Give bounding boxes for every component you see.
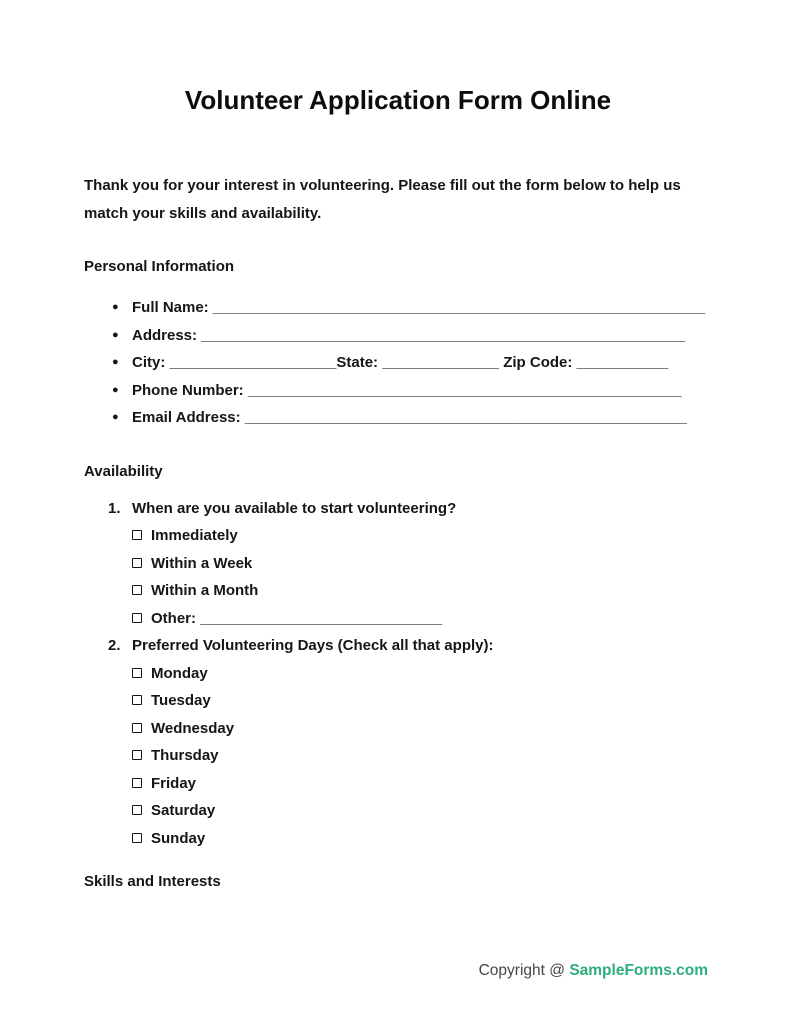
checkbox-icon[interactable]	[132, 750, 142, 760]
option-label: Monday	[151, 664, 208, 682]
checkbox-icon[interactable]	[132, 805, 142, 815]
checkbox-icon[interactable]	[132, 558, 142, 568]
full-name-label: Full Name:	[132, 299, 209, 316]
checkbox-icon[interactable]	[132, 778, 142, 788]
intro-text: Thank you for your interest in volunteering. Please fill out the form below to help us match your skills and availability.	[84, 177, 681, 222]
bullet-icon: ●	[112, 411, 119, 423]
field-row-city-state-zip	[84, 349, 712, 377]
address-blank-line: __________________________________________________________	[201, 326, 686, 344]
email-blank-line: _____________________________________________________	[244, 409, 687, 426]
field-row-address	[84, 322, 712, 350]
question-2-text: Preferred Volunteering Days (Check all that apply):	[132, 637, 494, 654]
section-heading-personal-information: Personal Information	[84, 258, 235, 275]
checkbox-icon[interactable]	[132, 695, 142, 705]
section-heading-skills-and-interests: Skills and Interests	[84, 873, 221, 890]
checkbox-option-thursday	[132, 742, 712, 770]
checkbox-icon[interactable]	[132, 585, 142, 595]
option-label: Saturday	[151, 802, 216, 819]
personal-info-list	[84, 294, 712, 432]
checkbox-option-tuesday	[132, 687, 712, 715]
state-label: State:	[336, 354, 379, 371]
address-label: Address:	[132, 326, 198, 344]
checkbox-option-sunday	[132, 825, 712, 853]
phone-blank-line: ____________________________________________________	[247, 381, 682, 399]
copyright-text: Copyright @	[478, 962, 565, 979]
checkbox-icon[interactable]	[132, 833, 142, 843]
list-number: 1.	[108, 499, 121, 517]
city-blank-line: ____________________	[169, 354, 337, 371]
field-row-phone-number	[84, 377, 712, 405]
email-label: Email Address:	[132, 409, 241, 426]
sampleforms-link[interactable]: SampleForms.com	[569, 962, 708, 979]
option-label: Within a Month	[151, 582, 259, 599]
option-label: Tuesday	[151, 692, 211, 709]
option-label: Other:	[151, 609, 196, 627]
option-label: Wednesday	[151, 719, 235, 737]
checkbox-option-within-a-week	[132, 550, 712, 578]
city-label: City:	[132, 354, 166, 371]
option-label: Thursday	[151, 747, 219, 764]
list-number: 2.	[108, 637, 121, 654]
option-label: Friday	[151, 774, 197, 792]
other-blank-line: _____________________________	[200, 609, 443, 627]
zip-label: Zip Code:	[503, 354, 573, 371]
checkbox-icon[interactable]	[132, 613, 142, 623]
question-2	[84, 632, 712, 852]
zip-blank-line: ___________	[576, 354, 669, 371]
field-row-full-name	[84, 294, 712, 322]
checkbox-option-friday	[132, 770, 712, 798]
checkbox-option-wednesday	[132, 715, 712, 743]
checkbox-option-other	[132, 605, 712, 633]
checkbox-icon[interactable]	[132, 668, 142, 678]
checkbox-option-monday	[132, 660, 712, 688]
bullet-icon: ●	[112, 301, 119, 313]
option-label: Within a Week	[151, 554, 253, 572]
availability-list	[84, 495, 712, 853]
state-blank-line: ______________	[382, 354, 500, 371]
question-1	[84, 495, 712, 633]
phone-label: Phone Number:	[132, 381, 244, 399]
question-1-text: When are you available to start volunteering?	[132, 499, 457, 517]
checkbox-icon[interactable]	[132, 530, 142, 540]
checkbox-icon[interactable]	[132, 723, 142, 733]
footer	[479, 960, 708, 982]
full-name-blank-line: ___________________________________________________________	[212, 299, 706, 316]
checkbox-option-within-a-month	[132, 577, 712, 605]
page-title: Volunteer Application Form Online	[184, 85, 612, 115]
field-row-email-address	[84, 404, 712, 432]
bullet-icon: ●	[112, 356, 119, 368]
checkbox-option-immediately	[132, 522, 712, 550]
bullet-icon: ●	[112, 328, 119, 341]
option-label: Immediately	[151, 527, 238, 544]
checkbox-option-saturday	[132, 797, 712, 825]
bullet-icon: ●	[112, 383, 119, 396]
option-label: Sunday	[151, 829, 206, 847]
section-heading-availability: Availability	[84, 462, 163, 480]
